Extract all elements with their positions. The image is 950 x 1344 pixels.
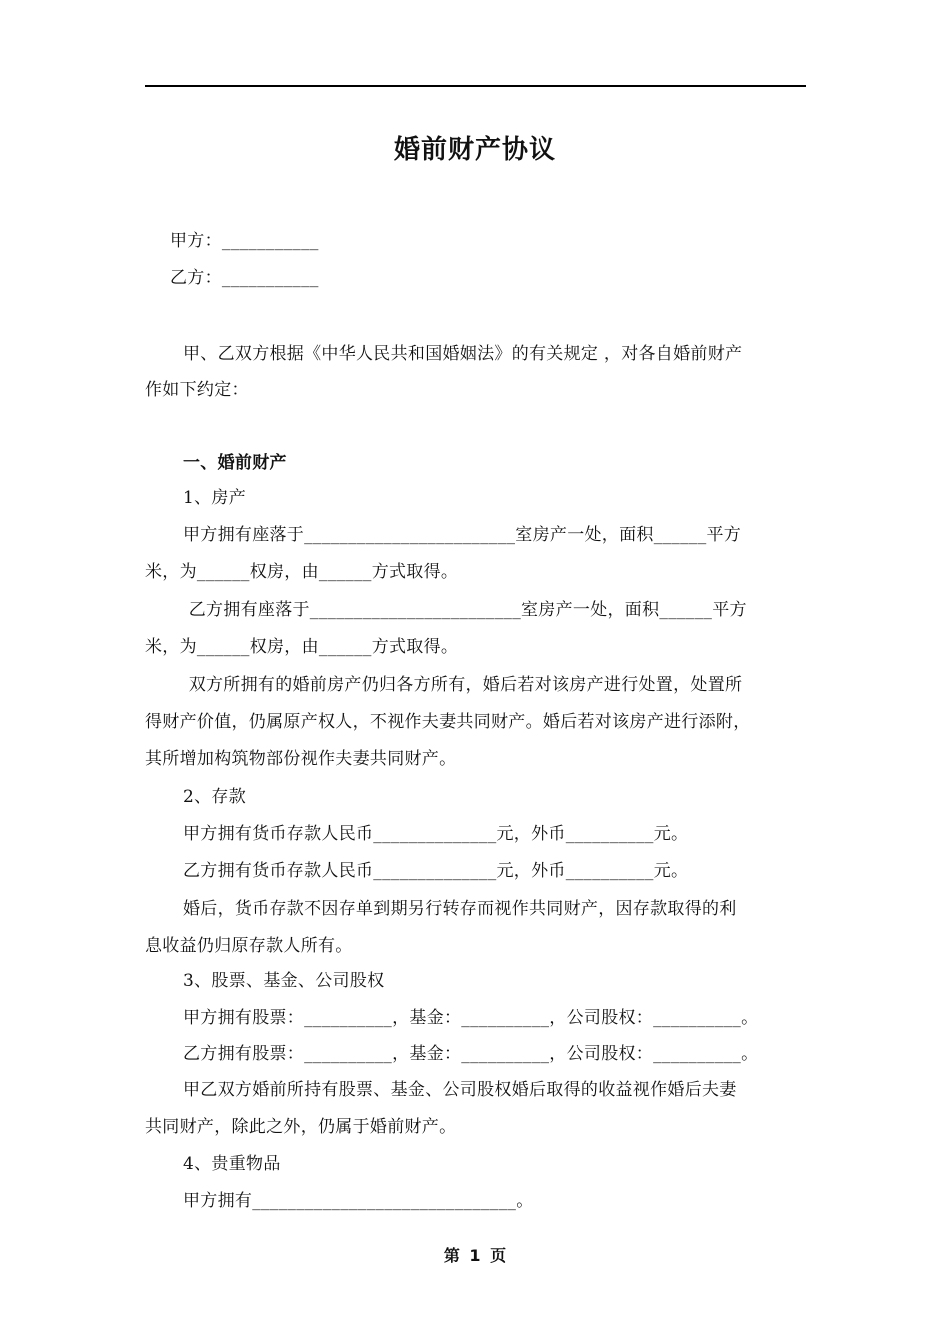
item-heading-stock: 3、股票、基金、公司股权 <box>183 971 385 991</box>
section-heading: 一、婚前财产 <box>183 453 287 473</box>
footer-prefix: 第 <box>443 1246 460 1265</box>
item-heading-valuables: 4、贵重物品 <box>183 1154 281 1174</box>
stock-a-line: 甲方拥有股票：__________，基金：__________，公司股权：__________。 <box>183 1008 759 1028</box>
deposit-rule-line-1: 婚后，货币存款不因存单到期另行转存而视作共同财产，因存款取得的利 <box>183 899 737 919</box>
house-rule-line-2: 得财产价值，仍属原产权人，不视作夫妻共同财产。婚后若对该房产进行添附， <box>145 712 751 732</box>
house-b-line-1: 乙方拥有座落于________________________室房产一处，面积______平方 <box>183 600 747 620</box>
house-rule-line-3: 其所增加构筑物部份视作夫妻共同财产。 <box>145 749 457 769</box>
page-footer <box>0 1244 950 1268</box>
house-a-line-1: 甲方拥有座落于________________________室房产一处，面积______平方 <box>183 525 742 545</box>
deposit-a-line: 甲方拥有货币存款人民币______________元，外币__________元。 <box>183 824 689 844</box>
party-b-line: 乙方：___________ <box>170 268 319 288</box>
house-rule-line-1: 双方所拥有的婚前房产仍归各方所有，婚后若对该房产进行处置，处置所 <box>183 675 743 695</box>
intro-line-1: 甲、乙双方根据《中华人民共和国婚姻法》的有关规定 ，对各自婚前财产 <box>183 344 743 364</box>
stock-b-line: 乙方拥有股票：__________，基金：__________，公司股权：__________。 <box>183 1044 759 1064</box>
footer-suffix: 页 <box>490 1246 507 1265</box>
deposit-rule-line-2: 息收益仍归原存款人所有。 <box>145 936 353 956</box>
item-heading-house: 1、房产 <box>183 488 247 508</box>
deposit-b-line: 乙方拥有货币存款人民币______________元，外币__________元。 <box>183 861 689 881</box>
party-a-line: 甲方：___________ <box>170 231 319 251</box>
page-number: 1 <box>469 1246 481 1265</box>
house-a-line-2: 米，为______权房，由______方式取得。 <box>145 562 459 582</box>
house-b-line-2: 米，为______权房，由______方式取得。 <box>145 637 459 657</box>
stock-rule-line-1: 甲乙双方婚前所持有股票、基金、公司股权婚后取得的收益视作婚后夫妻 <box>183 1080 737 1100</box>
header-rule <box>145 85 806 87</box>
stock-rule-line-2: 共同财产，除此之外，仍属于婚前财产。 <box>145 1117 457 1137</box>
document-title: 婚前财产协议 <box>393 135 556 165</box>
valuables-a-line: 甲方拥有______________________________。 <box>183 1191 534 1211</box>
item-heading-deposit: 2、存款 <box>183 787 247 807</box>
intro-line-2: 作如下约定： <box>145 380 249 400</box>
